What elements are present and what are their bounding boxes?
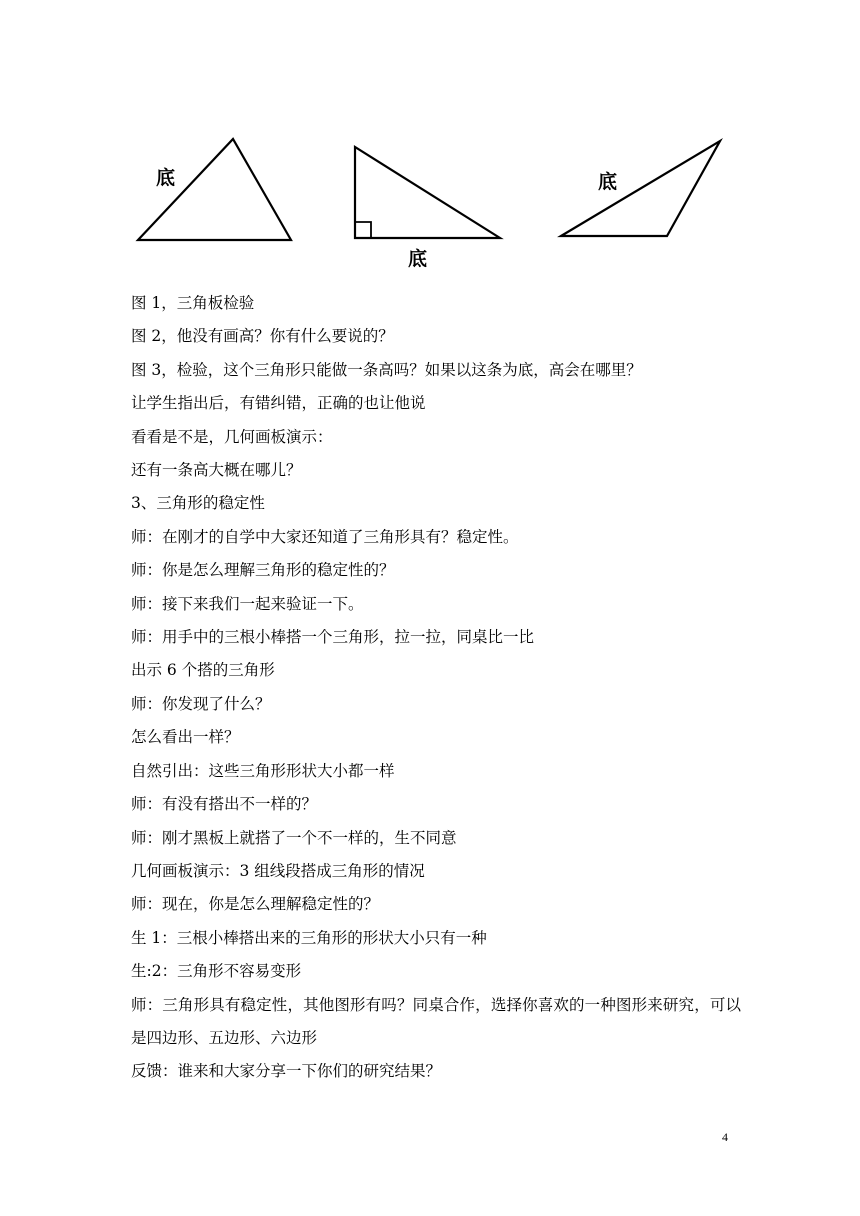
paragraph: 生:2：三角形不容易变形 [131, 962, 302, 981]
triangle-2 [355, 147, 500, 238]
paragraph: 自然引出：这些三角形形状大小都一样 [131, 761, 395, 780]
section-heading: 3、三角形的稳定性 [131, 494, 265, 513]
paragraph: 师：有没有搭出不一样的？ [131, 795, 318, 814]
triangle-figures [0, 0, 860, 280]
paragraph: 师：在刚才的自学中大家还知道了三角形具有？稳定性。 [131, 527, 519, 546]
paragraph: 还有一条高大概在哪儿？ [131, 461, 302, 480]
paragraph: 图 2，他没有画高？你有什么要说的？ [131, 327, 394, 346]
triangle-2-base-label: 底 [408, 248, 428, 270]
paragraph: 师：现在，你是怎么理解稳定性的？ [131, 895, 380, 914]
triangle-1-base-label: 底 [156, 167, 176, 189]
paragraph: 师：刚才黑板上就搭了一个不一样的，生不同意 [131, 828, 457, 847]
triangle-3 [561, 141, 720, 236]
lesson-body [131, 287, 741, 1089]
paragraph: 师：用手中的三根小棒搭一个三角形，拉一拉，同桌比一比 [131, 628, 535, 647]
paragraph: 师：三角形具有稳定性，其他图形有吗？同桌合作，选择你喜欢的一种图形来研究，可以是四边形、五边形、六边形 [131, 995, 741, 1047]
triangle-figures-svg [0, 0, 860, 280]
paragraph: 图 3，检验，这个三角形只能做一条高吗？如果以这条为底，高会在哪里？ [131, 360, 642, 379]
paragraph: 师：你是怎么理解三角形的稳定性的？ [131, 561, 395, 580]
paragraph: 生 1：三根小棒搭出来的三角形的形状大小只有一种 [131, 928, 487, 947]
page-number: 4 [722, 1130, 728, 1144]
paragraph: 出示 6 个搭的三角形 [131, 661, 275, 680]
right-angle-mark [355, 222, 371, 238]
paragraph: 看看是不是，几何画板演示： [131, 427, 333, 446]
triangle-1 [138, 139, 291, 240]
paragraph: 反馈：谁来和大家分享一下你们的研究结果？ [131, 1062, 442, 1081]
paragraph: 怎么看出一样？ [131, 728, 240, 747]
paragraph: 几何画板演示：3 组线段搭成三角形的情况 [131, 861, 425, 880]
paragraph: 师：接下来我们一起来验证一下。 [131, 594, 364, 613]
paragraph: 师：你发现了什么？ [131, 694, 271, 713]
triangle-3-base-label: 底 [598, 171, 618, 193]
paragraph: 让学生指出后，有错纠错，正确的也让他说 [131, 394, 426, 413]
paragraph: 图 1，三角板检验 [131, 294, 255, 312]
